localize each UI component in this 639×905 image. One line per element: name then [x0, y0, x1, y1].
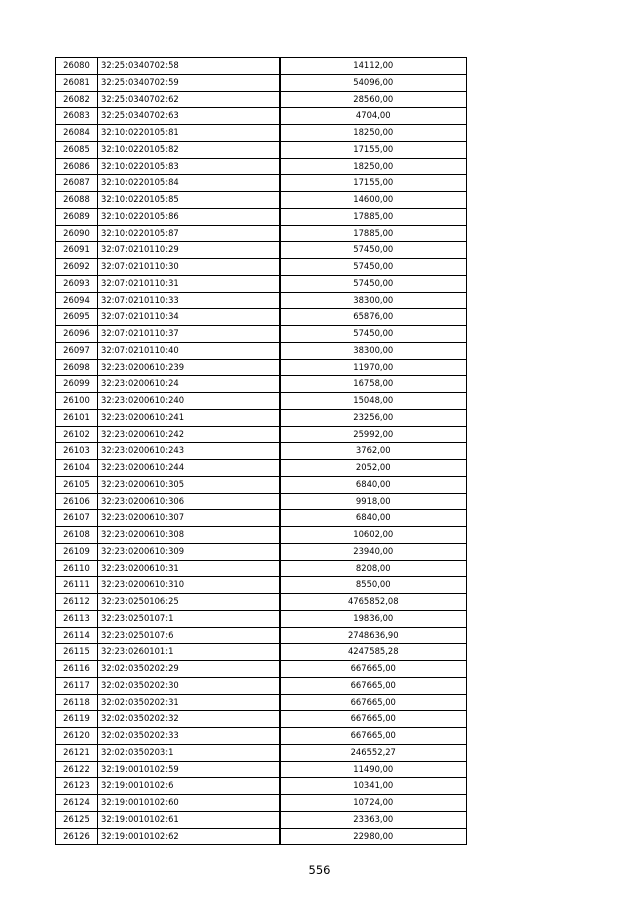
cadastral-number-cell: 32:23:0250106:25: [98, 594, 280, 611]
table-row: [56, 208, 467, 225]
cadastral-number-cell: 32:23:0200610:239: [98, 359, 280, 376]
cadastral-number-cell: 32:07:0210110:33: [98, 292, 280, 309]
cadastral-number-cell: 32:23:0200610:309: [98, 543, 280, 560]
table-row: [56, 225, 467, 242]
table-row: [56, 510, 467, 527]
row-number-cell: 26111: [56, 577, 98, 594]
value-cell: 8550,00: [280, 577, 467, 594]
value-cell: 667665,00: [280, 677, 467, 694]
cadastral-number-cell: 32:10:0220105:81: [98, 125, 280, 142]
row-number-cell: 26103: [56, 443, 98, 460]
cadastral-number-cell: 32:23:0200610:310: [98, 577, 280, 594]
cadastral-number-cell: 32:23:0200610:31: [98, 560, 280, 577]
cadastral-number-cell: 32:19:0010102:60: [98, 795, 280, 812]
cadastral-number-cell: 32:07:0210110:29: [98, 242, 280, 259]
value-cell: 16758,00: [280, 376, 467, 393]
value-cell: 17885,00: [280, 208, 467, 225]
value-cell: 2748636,90: [280, 627, 467, 644]
row-number-cell: 26086: [56, 158, 98, 175]
value-cell: 54096,00: [280, 74, 467, 91]
row-number-cell: 26107: [56, 510, 98, 527]
value-cell: 9918,00: [280, 493, 467, 510]
value-cell: 6840,00: [280, 476, 467, 493]
value-cell: 57450,00: [280, 326, 467, 343]
table-row: [56, 476, 467, 493]
row-number-cell: 26097: [56, 342, 98, 359]
row-number-cell: 26113: [56, 610, 98, 627]
value-cell: 667665,00: [280, 728, 467, 745]
table-row: [56, 393, 467, 410]
row-number-cell: 26109: [56, 543, 98, 560]
table-body: [56, 58, 467, 845]
value-cell: 4765852,08: [280, 594, 467, 611]
cadastral-number-cell: 32:07:0210110:31: [98, 275, 280, 292]
row-number-cell: 26087: [56, 175, 98, 192]
row-number-cell: 26088: [56, 192, 98, 209]
cadastral-number-cell: 32:23:0200610:307: [98, 510, 280, 527]
value-cell: 65876,00: [280, 309, 467, 326]
value-cell: 18250,00: [280, 158, 467, 175]
cadastral-number-cell: 32:19:0010102:59: [98, 761, 280, 778]
table-row: [56, 828, 467, 845]
row-number-cell: 26081: [56, 74, 98, 91]
cadastral-number-cell: 32:10:0220105:84: [98, 175, 280, 192]
table-row: [56, 175, 467, 192]
cadastral-number-cell: 32:02:0350202:31: [98, 694, 280, 711]
value-cell: 57450,00: [280, 242, 467, 259]
table-row: [56, 376, 467, 393]
row-number-cell: 26117: [56, 677, 98, 694]
value-cell: 667665,00: [280, 711, 467, 728]
table-row: [56, 192, 467, 209]
value-cell: 14600,00: [280, 192, 467, 209]
value-cell: 23256,00: [280, 409, 467, 426]
row-number-cell: 26123: [56, 778, 98, 795]
cadastral-number-cell: 32:23:0200610:305: [98, 476, 280, 493]
table-row: [56, 761, 467, 778]
cadastral-number-cell: 32:10:0220105:87: [98, 225, 280, 242]
table-row: [56, 74, 467, 91]
value-cell: 11970,00: [280, 359, 467, 376]
cadastral-number-cell: 32:07:0210110:34: [98, 309, 280, 326]
cadastral-number-cell: 32:23:0200610:308: [98, 527, 280, 544]
row-number-cell: 26094: [56, 292, 98, 309]
table-row: [56, 527, 467, 544]
cadastre-table: [55, 57, 467, 845]
value-cell: 28560,00: [280, 91, 467, 108]
row-number-cell: 26105: [56, 476, 98, 493]
table-row: [56, 108, 467, 125]
row-number-cell: 26118: [56, 694, 98, 711]
row-number-cell: 26083: [56, 108, 98, 125]
cadastral-number-cell: 32:02:0350202:29: [98, 661, 280, 678]
value-cell: 17155,00: [280, 175, 467, 192]
table-row: [56, 359, 467, 376]
row-number-cell: 26080: [56, 58, 98, 75]
table-row: [56, 560, 467, 577]
table-row: [56, 778, 467, 795]
table-row: [56, 795, 467, 812]
row-number-cell: 26115: [56, 644, 98, 661]
value-cell: 25992,00: [280, 426, 467, 443]
cadastral-number-cell: 32:10:0220105:85: [98, 192, 280, 209]
value-cell: 8208,00: [280, 560, 467, 577]
value-cell: 19836,00: [280, 610, 467, 627]
value-cell: 10602,00: [280, 527, 467, 544]
value-cell: 246552,27: [280, 744, 467, 761]
table-row: [56, 594, 467, 611]
value-cell: 667665,00: [280, 694, 467, 711]
table-row: [56, 744, 467, 761]
table-row: [56, 677, 467, 694]
table-row: [56, 644, 467, 661]
value-cell: 10341,00: [280, 778, 467, 795]
cadastral-number-cell: 32:02:0350202:30: [98, 677, 280, 694]
cadastral-number-cell: 32:23:0250107:6: [98, 627, 280, 644]
row-number-cell: 26114: [56, 627, 98, 644]
value-cell: 3762,00: [280, 443, 467, 460]
cadastral-number-cell: 32:23:0250107:1: [98, 610, 280, 627]
cadastral-number-cell: 32:25:0340702:63: [98, 108, 280, 125]
table-row: [56, 342, 467, 359]
row-number-cell: 26092: [56, 259, 98, 276]
value-cell: 18250,00: [280, 125, 467, 142]
cadastral-number-cell: 32:10:0220105:86: [98, 208, 280, 225]
cadastral-number-cell: 32:23:0200610:24: [98, 376, 280, 393]
table-row: [56, 543, 467, 560]
cadastral-number-cell: 32:19:0010102:6: [98, 778, 280, 795]
row-number-cell: 26093: [56, 275, 98, 292]
row-number-cell: 26125: [56, 811, 98, 828]
cadastral-number-cell: 32:07:0210110:37: [98, 326, 280, 343]
row-number-cell: 26106: [56, 493, 98, 510]
value-cell: 6840,00: [280, 510, 467, 527]
cadastral-number-cell: 32:10:0220105:82: [98, 141, 280, 158]
value-cell: 10724,00: [280, 795, 467, 812]
cadastral-number-cell: 32:19:0010102:61: [98, 811, 280, 828]
table-row: [56, 460, 467, 477]
table-row: [56, 694, 467, 711]
table-row: [56, 309, 467, 326]
cadastral-number-cell: 32:10:0220105:83: [98, 158, 280, 175]
cadastral-number-cell: 32:25:0340702:58: [98, 58, 280, 75]
row-number-cell: 26090: [56, 225, 98, 242]
value-cell: 11490,00: [280, 761, 467, 778]
table-row: [56, 661, 467, 678]
cadastral-number-cell: 32:23:0200610:242: [98, 426, 280, 443]
cadastral-number-cell: 32:02:0350203:1: [98, 744, 280, 761]
cadastral-number-cell: 32:23:0200610:243: [98, 443, 280, 460]
value-cell: 14112,00: [280, 58, 467, 75]
value-cell: 17155,00: [280, 141, 467, 158]
row-number-cell: 26119: [56, 711, 98, 728]
table-row: [56, 275, 467, 292]
table-row: [56, 811, 467, 828]
row-number-cell: 26098: [56, 359, 98, 376]
value-cell: 22980,00: [280, 828, 467, 845]
cadastral-number-cell: 32:19:0010102:62: [98, 828, 280, 845]
table-row: [56, 292, 467, 309]
row-number-cell: 26091: [56, 242, 98, 259]
value-cell: 38300,00: [280, 342, 467, 359]
cadastral-number-cell: 32:07:0210110:30: [98, 259, 280, 276]
table-row: [56, 58, 467, 75]
row-number-cell: 26082: [56, 91, 98, 108]
table-row: [56, 259, 467, 276]
row-number-cell: 26102: [56, 426, 98, 443]
row-number-cell: 26104: [56, 460, 98, 477]
table-row: [56, 326, 467, 343]
table-row: [56, 125, 467, 142]
table-row: [56, 577, 467, 594]
page-number: 556: [308, 863, 331, 877]
table-row: [56, 493, 467, 510]
value-cell: 4247585,28: [280, 644, 467, 661]
cadastral-number-cell: 32:02:0350202:33: [98, 728, 280, 745]
table-row: [56, 158, 467, 175]
cadastral-number-cell: 32:25:0340702:62: [98, 91, 280, 108]
cadastral-number-cell: 32:23:0200610:241: [98, 409, 280, 426]
value-cell: 57450,00: [280, 275, 467, 292]
row-number-cell: 26120: [56, 728, 98, 745]
value-cell: 38300,00: [280, 292, 467, 309]
cadastral-number-cell: 32:23:0200610:244: [98, 460, 280, 477]
value-cell: 4704,00: [280, 108, 467, 125]
cadastral-number-cell: 32:02:0350202:32: [98, 711, 280, 728]
value-cell: 57450,00: [280, 259, 467, 276]
cadastral-number-cell: 32:23:0200610:240: [98, 393, 280, 410]
row-number-cell: 26089: [56, 208, 98, 225]
row-number-cell: 26099: [56, 376, 98, 393]
row-number-cell: 26095: [56, 309, 98, 326]
table-row: [56, 91, 467, 108]
row-number-cell: 26126: [56, 828, 98, 845]
row-number-cell: 26122: [56, 761, 98, 778]
row-number-cell: 26108: [56, 527, 98, 544]
row-number-cell: 26100: [56, 393, 98, 410]
cadastral-number-cell: 32:07:0210110:40: [98, 342, 280, 359]
row-number-cell: 26124: [56, 795, 98, 812]
row-number-cell: 26084: [56, 125, 98, 142]
cadastral-number-cell: 32:23:0200610:306: [98, 493, 280, 510]
cadastral-number-cell: 32:23:0260101:1: [98, 644, 280, 661]
row-number-cell: 26096: [56, 326, 98, 343]
value-cell: 667665,00: [280, 661, 467, 678]
table-row: [56, 610, 467, 627]
row-number-cell: 26112: [56, 594, 98, 611]
value-cell: 23940,00: [280, 543, 467, 560]
table-row: [56, 242, 467, 259]
table-row: [56, 728, 467, 745]
value-cell: 17885,00: [280, 225, 467, 242]
value-cell: 15048,00: [280, 393, 467, 410]
table-row: [56, 711, 467, 728]
value-cell: 2052,00: [280, 460, 467, 477]
row-number-cell: 26121: [56, 744, 98, 761]
row-number-cell: 26085: [56, 141, 98, 158]
table-row: [56, 141, 467, 158]
table-row: [56, 409, 467, 426]
row-number-cell: 26116: [56, 661, 98, 678]
table-row: [56, 443, 467, 460]
table-row: [56, 627, 467, 644]
table-row: [56, 426, 467, 443]
cadastral-number-cell: 32:25:0340702:59: [98, 74, 280, 91]
row-number-cell: 26110: [56, 560, 98, 577]
row-number-cell: 26101: [56, 409, 98, 426]
value-cell: 23363,00: [280, 811, 467, 828]
